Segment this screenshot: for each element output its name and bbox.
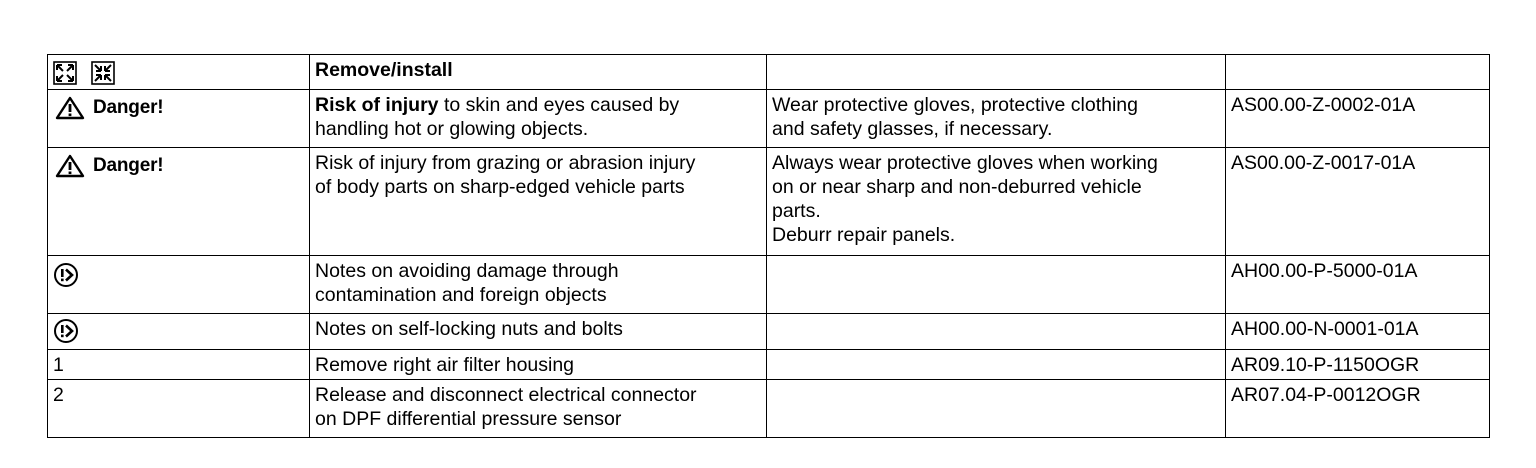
reference-cell	[1226, 256, 1490, 314]
measure-line: Deburr repair panels.	[772, 224, 956, 246]
text-line: Risk of injury from grazing or abrasion injury	[315, 152, 696, 174]
reference-link[interactable]: AH00.00-N-0001-01A	[1231, 318, 1419, 340]
measure-line: and safety glasses, if necessary.	[772, 118, 1053, 140]
table-header-row	[48, 55, 1490, 90]
reference-link[interactable]: AS00.00-Z-0017-01A	[1231, 152, 1416, 174]
page-title: Remove/install	[315, 59, 453, 81]
step-number-cell	[48, 380, 310, 438]
header-icons-cell	[48, 55, 310, 90]
danger-label-cell	[48, 148, 310, 256]
measure-line: Always wear protective gloves when working	[772, 152, 1158, 174]
reference-cell	[1226, 90, 1490, 148]
measure-cell	[767, 380, 1226, 438]
text-line: Notes on self-locking nuts and bolts	[315, 318, 623, 340]
notice-circle-icon	[53, 318, 79, 344]
text-line: handling hot or glowing objects.	[315, 118, 589, 140]
reference-cell	[1226, 148, 1490, 256]
measure-cell	[767, 350, 1226, 380]
risk-heading: Risk of injury	[315, 94, 439, 116]
procedure-table	[47, 54, 1490, 438]
notice-cell	[48, 256, 310, 314]
table-row	[48, 256, 1490, 314]
measure-line: Wear protective gloves, protective clothing	[772, 94, 1138, 116]
measure-cell	[767, 90, 1226, 148]
notice-cell	[48, 314, 310, 350]
header-empty-cell	[1226, 55, 1490, 90]
danger-label: Danger!	[93, 97, 164, 118]
reference-cell	[1226, 380, 1490, 438]
reference-link[interactable]: AH00.00-P-5000-01A	[1231, 260, 1418, 282]
text-cell	[310, 380, 767, 438]
reference-cell	[1226, 350, 1490, 380]
table-row	[48, 314, 1490, 350]
measure-line: on or near sharp and non-deburred vehicle	[772, 176, 1142, 198]
step-number: 2	[53, 384, 64, 406]
text-line: Remove right air filter housing	[315, 354, 575, 376]
text-line: Notes on avoiding damage through	[315, 260, 619, 282]
text-cell	[310, 148, 767, 256]
text-line: of body parts on sharp-edged vehicle parts	[315, 176, 685, 198]
text-line: on DPF differential pressure sensor	[315, 408, 622, 430]
warning-triangle-icon	[53, 154, 87, 178]
table-row	[48, 380, 1490, 438]
measure-cell	[767, 148, 1226, 256]
step-number-cell	[48, 350, 310, 380]
text-line: contamination and foreign objects	[315, 284, 607, 306]
table-row	[48, 350, 1490, 380]
install-icon	[91, 61, 115, 85]
danger-label: Danger!	[93, 155, 164, 176]
text-cell	[310, 350, 767, 380]
warning-triangle-icon	[53, 96, 87, 120]
measure-cell	[767, 314, 1226, 350]
text-cell	[310, 90, 767, 148]
reference-link[interactable]: AS00.00-Z-0002-01A	[1231, 94, 1416, 116]
notice-circle-icon	[53, 262, 79, 288]
measure-cell	[767, 256, 1226, 314]
text-line: Release and disconnect electrical connector	[315, 384, 697, 406]
header-empty-cell	[767, 55, 1226, 90]
step-number: 1	[53, 354, 64, 376]
text-line: to skin and eyes caused by	[438, 94, 680, 116]
text-cell	[310, 256, 767, 314]
reference-link[interactable]: AR07.04-P-0012OGR	[1231, 384, 1421, 406]
text-cell	[310, 314, 767, 350]
table-row	[48, 148, 1490, 256]
table-row	[48, 90, 1490, 148]
reference-cell	[1226, 314, 1490, 350]
header-title-cell	[310, 55, 767, 90]
remove-icon	[53, 61, 77, 85]
measure-line: parts.	[772, 200, 821, 222]
reference-link[interactable]: AR09.10-P-1150OGR	[1231, 354, 1420, 376]
danger-label-cell	[48, 90, 310, 148]
